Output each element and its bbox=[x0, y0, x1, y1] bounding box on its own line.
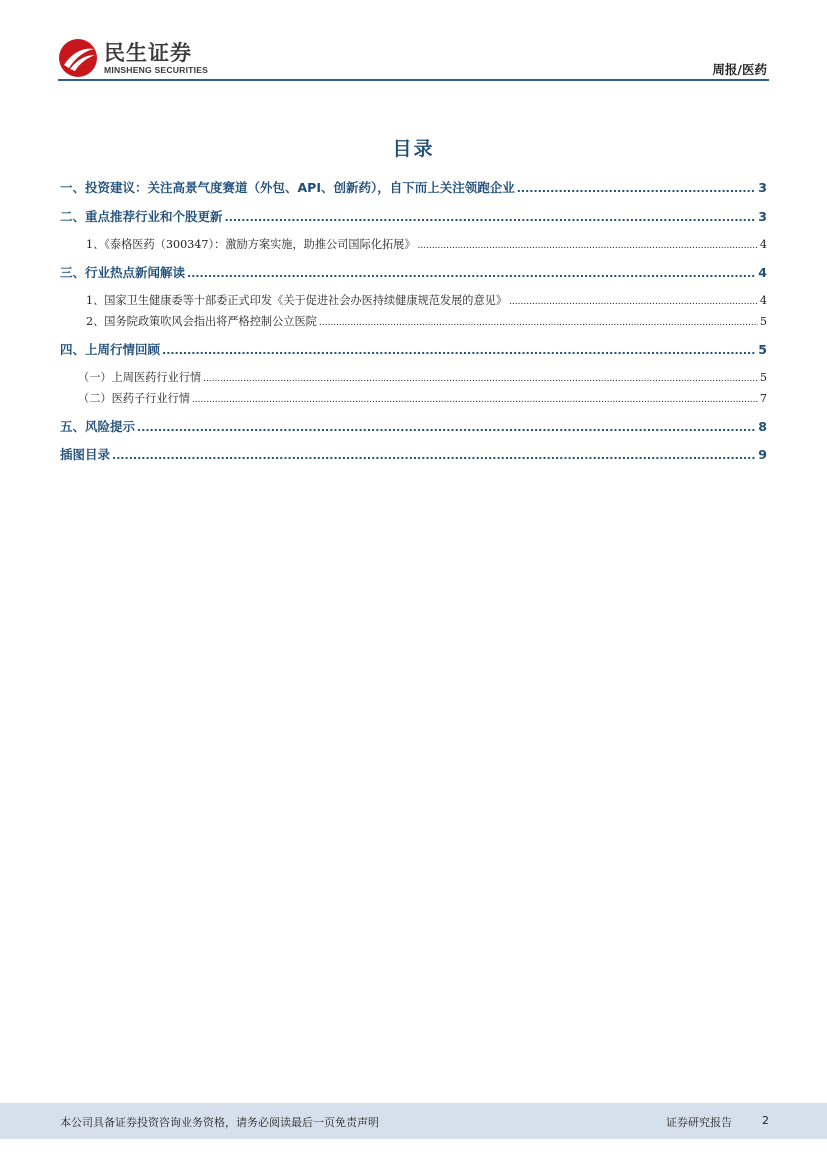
toc-entry-section-5[interactable] bbox=[60, 417, 767, 435]
toc-leader-dots bbox=[517, 180, 757, 195]
toc-leader-dots bbox=[203, 371, 758, 384]
toc-leader-dots bbox=[187, 265, 756, 280]
toc-entry-page: 4 bbox=[758, 265, 767, 280]
toc-entry-page: 5 bbox=[759, 371, 767, 384]
toc-leader-dots bbox=[192, 392, 758, 405]
toc-entry-label: 三、行业热点新闻解读 bbox=[60, 265, 186, 280]
toc-entry-page: 3 bbox=[758, 209, 767, 224]
toc-entry-page: 5 bbox=[758, 342, 767, 357]
page-header bbox=[0, 0, 827, 84]
footer-document-type: 证券研究报告 bbox=[666, 1116, 732, 1129]
toc-entry-page: 9 bbox=[758, 447, 767, 462]
toc-leader-dots bbox=[418, 238, 758, 251]
toc-leader-dots bbox=[319, 315, 758, 328]
logo-english-name: MINSHENG SECURITIES bbox=[104, 64, 209, 75]
footer-disclaimer: 本公司具备证券投资咨询业务资格，请务必阅读最后一页免责声明 bbox=[60, 1116, 379, 1129]
toc-entry-label: （二）医药子行业行情 bbox=[78, 392, 190, 405]
report-type-label: 周报/医药 bbox=[712, 62, 767, 77]
toc-entry-page: 4 bbox=[759, 294, 767, 307]
toc-entry-section-3[interactable] bbox=[60, 263, 767, 281]
toc-entry-page: 5 bbox=[759, 315, 767, 328]
toc-entry-page: 3 bbox=[758, 180, 767, 195]
toc-entry-label: （一）上周医药行业行情 bbox=[78, 371, 202, 384]
toc-entry-label: 五、风险提示 bbox=[60, 419, 136, 434]
company-logo bbox=[58, 38, 208, 78]
toc-entry-page: 4 bbox=[759, 238, 767, 251]
toc-entry-section-2-1[interactable] bbox=[60, 236, 767, 252]
footer-page-number: 2 bbox=[762, 1114, 769, 1127]
minsheng-logo-icon bbox=[58, 38, 98, 78]
toc-entry-label: 2、国务院政策吹风会指出将严格控制公立医院 bbox=[86, 315, 317, 328]
toc-leader-dots bbox=[509, 294, 758, 307]
toc-entry-section-1[interactable] bbox=[60, 178, 767, 196]
toc-leader-dots bbox=[137, 419, 756, 434]
toc-entry-label: 1、国家卫生健康委等十部委正式印发《关于促进社会办医持续健康规范发展的意见》 bbox=[86, 294, 508, 307]
toc-title: 目录 bbox=[392, 138, 435, 160]
toc-entry-section-4-2[interactable] bbox=[60, 390, 767, 406]
toc-entry-label: 四、上周行情回顾 bbox=[60, 342, 161, 357]
logo-chinese-name: 民生证券 bbox=[104, 40, 192, 65]
toc-leader-dots bbox=[162, 342, 756, 357]
toc-entry-section-4-1[interactable] bbox=[60, 369, 767, 385]
page-footer bbox=[0, 1103, 827, 1139]
toc-entry-label: 一、投资建议：关注高景气度赛道（外包、API、创新药），自下而上关注领跑企业 bbox=[60, 180, 515, 195]
toc-entry-page: 7 bbox=[759, 392, 767, 405]
toc-entry-figure-index[interactable] bbox=[60, 445, 767, 463]
toc-entry-page: 8 bbox=[758, 419, 767, 434]
toc-entry-label: 插图目录 bbox=[60, 447, 111, 462]
toc-entry-section-2[interactable] bbox=[60, 207, 767, 225]
toc-entry-label: 二、重点推荐行业和个股更新 bbox=[60, 209, 223, 224]
toc-entry-label: 1、《泰格医药（300347）：激励方案实施，助推公司国际化拓展》 bbox=[86, 238, 416, 251]
toc-entry-section-3-2[interactable] bbox=[60, 313, 767, 329]
toc-leader-dots bbox=[112, 447, 756, 462]
toc-entry-section-4[interactable] bbox=[60, 340, 767, 358]
toc-entry-section-3-1[interactable] bbox=[60, 292, 767, 308]
toc-leader-dots bbox=[225, 209, 757, 224]
header-divider bbox=[58, 79, 769, 81]
